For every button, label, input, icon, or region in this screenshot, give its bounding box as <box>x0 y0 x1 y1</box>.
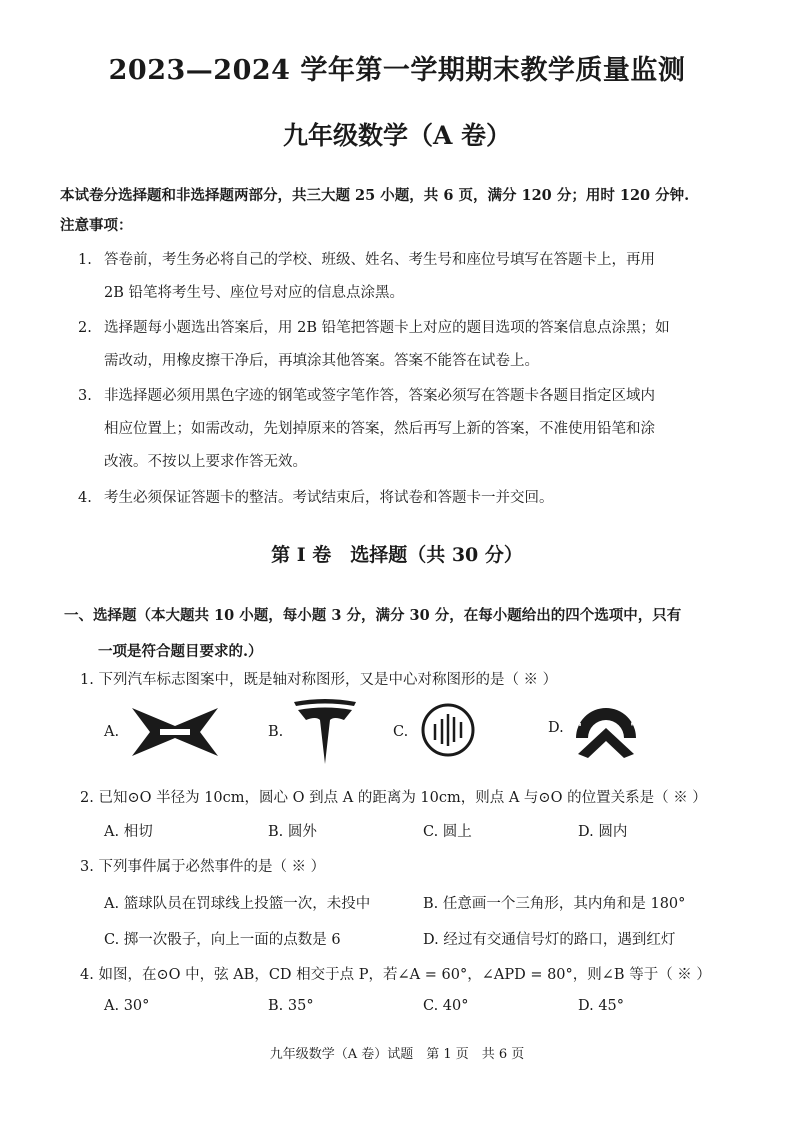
notice-heading: 注意事项： <box>60 217 133 234</box>
question-3-text: 3. 下列事件属于必然事件的是（ ※ ） <box>80 859 326 875</box>
option-label-c: C. <box>393 724 409 740</box>
notice-item-number: 1. <box>78 252 92 268</box>
q4-option-b: B. 35° <box>268 998 314 1014</box>
option-label-a: A. <box>104 724 120 740</box>
q4-option-c: C. 40° <box>423 998 469 1014</box>
notice-line: 需改动，用橡皮擦干净后，再填涂其他答案。答案不能答在试卷上。 <box>104 353 539 369</box>
chevron-arc-logo-icon <box>572 698 640 760</box>
notice-item-1 <box>78 244 744 310</box>
option-label-b: B. <box>268 724 284 740</box>
notice-line: 非选择题必须用黑色字迹的钢笔或签字笔作答，答案必须写在答题卡各题目指定区域内 <box>104 388 655 404</box>
notice-item-3 <box>78 380 744 479</box>
q4-option-a: A. 30° <box>104 998 150 1014</box>
notice-item-2 <box>78 312 744 378</box>
question-2-text: 2. 已知⊙O 半径为 10cm，圆心 O 到点 A 的距离为 10cm，则点 A 与⊙O 的位置关系是（ ※ ） <box>80 790 707 806</box>
notice-line: 考生必须保证答题卡的整洁。考试结束后，将试卷和答题卡一并交回。 <box>104 490 554 506</box>
part-heading-line: 一项是符合题目要求的.） <box>98 643 263 660</box>
q4-option-d: D. 45° <box>578 998 625 1014</box>
notice-item-number: 2. <box>78 320 92 336</box>
q3-option-d: D. 经过有交通信号灯的路口，遇到红灯 <box>423 932 676 948</box>
q2-option-a: A. 相切 <box>104 824 153 840</box>
t-logo-icon <box>292 698 358 766</box>
question-4-text: 4. 如图，在⊙O 中，弦 AB，CD 相交于点 P，若∠A = 60°，∠APD = 80°，则∠B 等于（ ※ ） <box>80 967 711 983</box>
notice-line: 答卷前，考生务必将自己的学校、班级、姓名、考生号和座位号填写在答题卡上，再用 <box>104 252 655 268</box>
page-footer: 九年级数学（A 卷）试题 第 1 页 共 6 页 <box>269 1047 525 1062</box>
notice-line: 相应位置上；如需改动，先划掉原来的答案，然后再写上新的答案，不准使用铅笔和涂 <box>104 421 655 437</box>
page-title: 2023—2024 学年第一学期期末教学质量监测 <box>108 55 686 86</box>
notice-line: 2B 铅笔将考生号、座位号对应的信息点涂黑。 <box>104 285 404 301</box>
notice-item-4 <box>78 482 744 515</box>
notice-line: 改液。不按以上要求作答无效。 <box>104 454 307 470</box>
q3-option-b: B. 任意画一个三角形，其内角和是 180° <box>423 896 686 912</box>
circle-bars-logo-icon <box>420 702 476 758</box>
question-1-text: 1. 下列汽车标志图案中，既是轴对称图形，又是中心对称图形的是（ ※ ） <box>80 672 558 688</box>
page-subtitle: 九年级数学（A 卷） <box>282 121 512 150</box>
q2-option-c: C. 圆上 <box>423 824 472 840</box>
bowtie-logo-icon <box>130 706 220 758</box>
notice-line: 选择题每小题选出答案后，用 2B 铅笔把答题卡上对应的题目选项的答案信息点涂黑；如 <box>104 320 670 336</box>
q2-option-b: B. 圆外 <box>268 824 317 840</box>
q3-option-c: C. 掷一次骰子，向上一面的点数是 6 <box>104 932 341 948</box>
section-title: 第 I 卷 选择题（共 30 分） <box>271 544 523 566</box>
q3-option-a: A. 篮球队员在罚球线上投篮一次，未投中 <box>104 896 371 912</box>
intro-text: 本试卷分选择题和非选择题两部分，共三大题 25 小题，共 6 页，满分 120 分；用时 120 分钟. <box>60 187 690 204</box>
notice-item-number: 4. <box>78 490 92 506</box>
notice-item-number: 3. <box>78 388 92 404</box>
option-label-d: D. <box>548 720 564 736</box>
part-heading <box>64 598 744 670</box>
part-heading-line: 一、选择题（本大题共 10 小题，每小题 3 分，满分 30 分，在每小题给出的四个选项中，只有 <box>64 607 682 624</box>
q2-option-d: D. 圆内 <box>578 824 628 840</box>
